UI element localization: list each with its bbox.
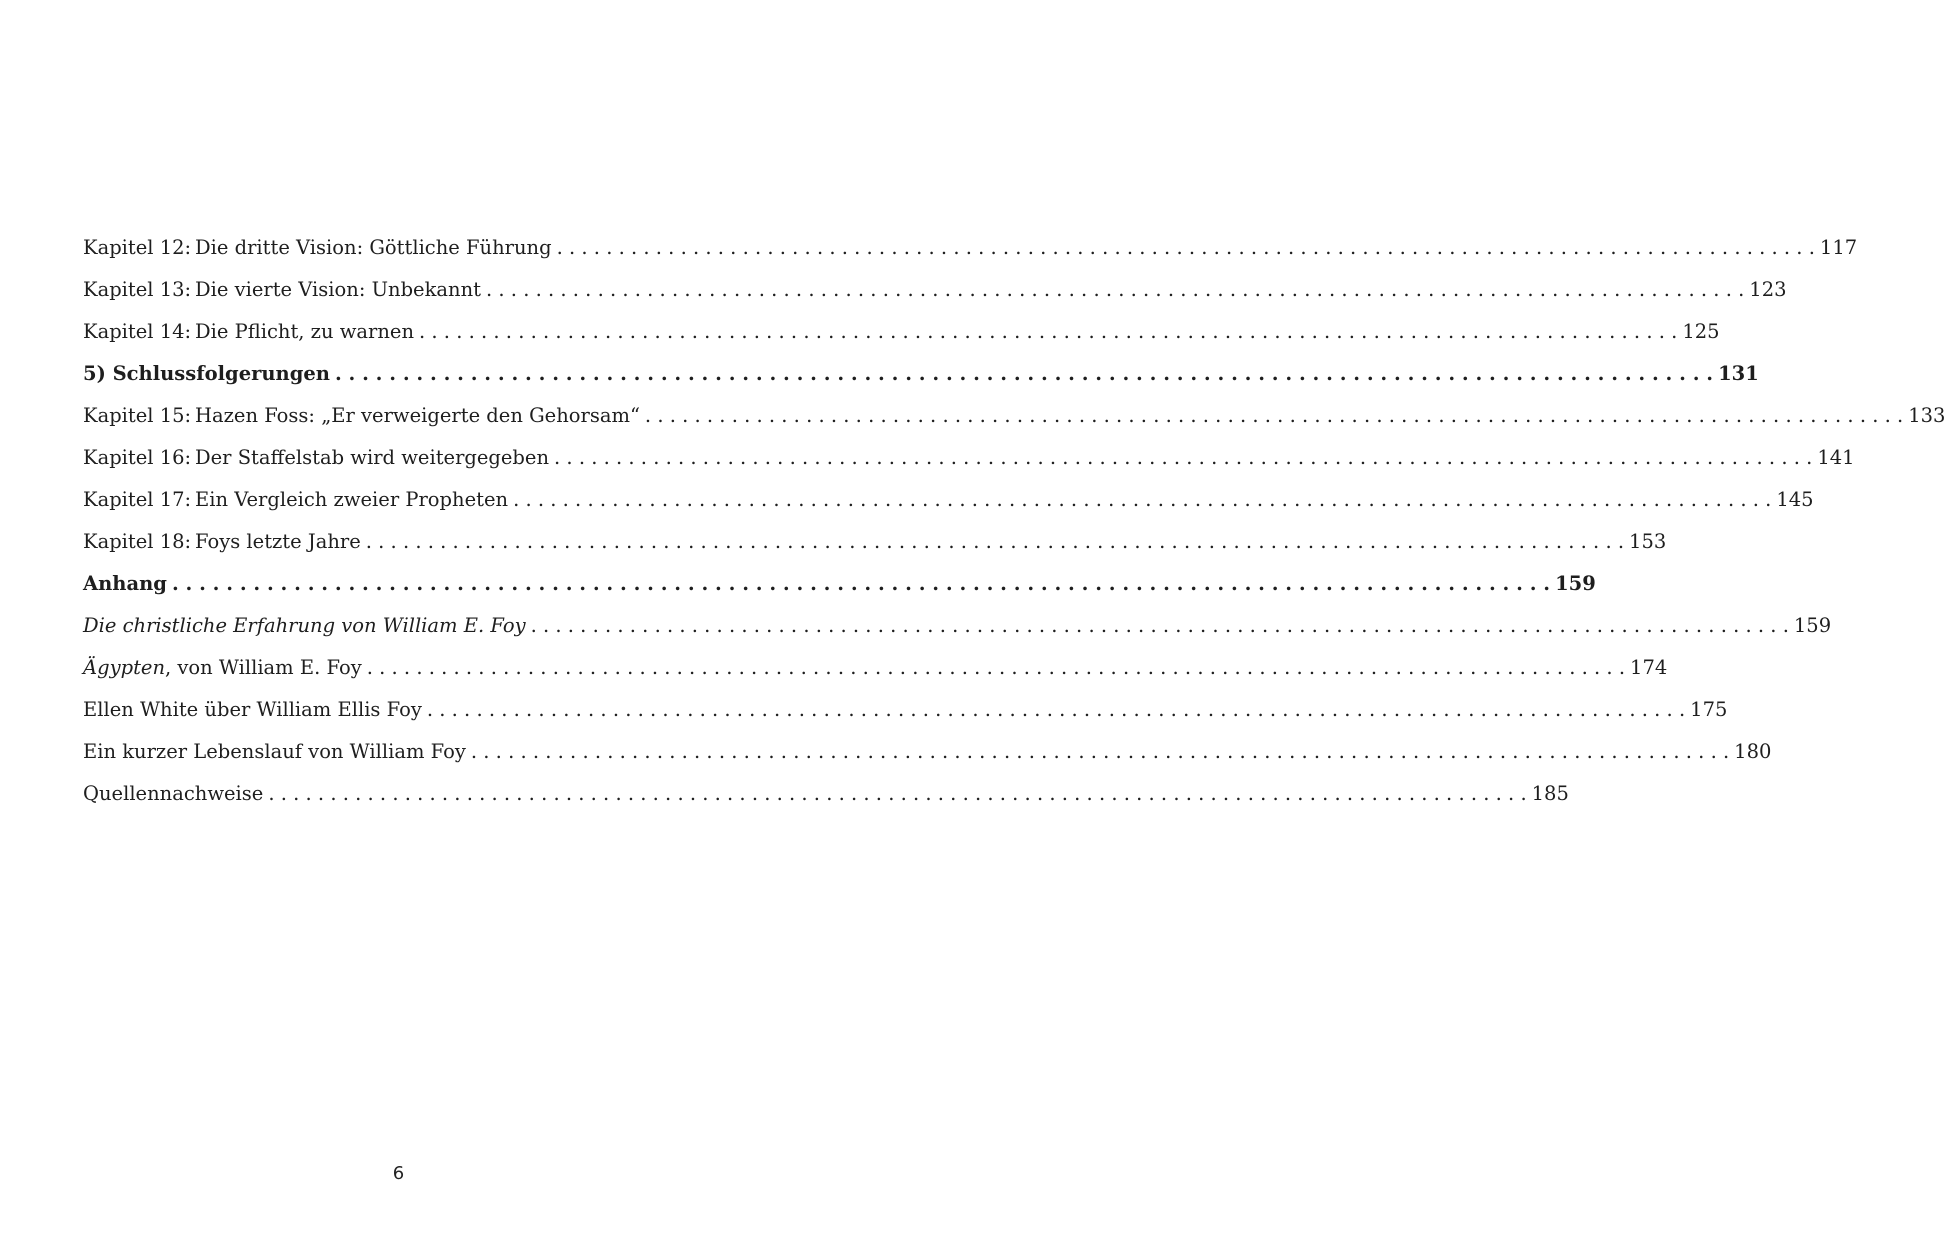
page-ref: 133 [1908,404,1945,427]
toc-entry-kapitel-16 [83,437,1855,479]
chapter-title: Die dritte Vision: Göttliche Führung [195,236,552,259]
page-ref: 185 [1531,782,1569,805]
dot-leader [419,311,1677,353]
chapter-number: Kapitel 14: [83,320,192,343]
entry-title-rest: , von William E. Foy [165,656,362,679]
dot-leader [268,773,1526,815]
toc-entry-kapitel-12 [83,227,1858,269]
dot-leader [427,689,1685,731]
dot-leader [486,269,1744,311]
dot-leader [471,731,1729,773]
entry-title: Die christliche Erfahrung von William E. Foy [83,614,526,637]
entry-title-italic: Ägypten [83,656,165,679]
section-title: 5) Schlussfolgerungen [83,362,330,385]
page-ref: 131 [1718,362,1759,385]
page-ref: 145 [1776,488,1814,511]
table-of-contents [83,227,1945,815]
toc-entry-kapitel-18 [83,521,1667,563]
toc-entry-kapitel-14 [83,311,1720,353]
toc-entry-aegypten [83,647,1668,689]
entry-title: Quellennachweise [83,782,264,805]
chapter-number: Kapitel 12: [83,236,192,259]
chapter-title: Ein Vergleich zweier Propheten [195,488,509,511]
toc-entry-ellen-white [83,689,1728,731]
page-ref: 117 [1819,236,1858,259]
toc-entry-christliche-erfahrung [83,605,1832,647]
dot-leader [367,647,1625,689]
dot-leader [335,353,1713,395]
page-ref: 123 [1749,278,1787,301]
chapter-title: Die vierte Vision: Unbekannt [195,278,481,301]
dot-leader [531,605,1789,647]
page-ref: 153 [1629,530,1667,553]
entry-title [83,647,367,689]
page-ref: 174 [1630,656,1668,679]
chapter-title: Die Pflicht, zu warnen [195,320,415,343]
page-number: 6 [392,1163,405,1184]
chapter-title: Hazen Foss: „Er verweigerte den Gehorsam“ [195,404,640,427]
dot-leader [172,563,1550,605]
entry-title: Ellen White über William Ellis Foy [83,698,422,721]
entry-title: Ein kurzer Lebenslauf von William Foy [83,740,466,763]
page-ref: 159 [1793,614,1832,637]
dot-leader [513,479,1771,521]
section-title: Anhang [83,572,167,595]
dot-leader [554,437,1812,479]
dot-leader [557,227,1815,269]
toc-section-anhang [83,563,1596,605]
page-ref: 141 [1817,446,1855,469]
chapter-number: Kapitel 15: [83,404,192,427]
toc-entry-lebenslauf [83,731,1772,773]
page-ref: 125 [1682,320,1720,343]
dot-leader [366,521,1624,563]
chapter-number: Kapitel 17: [83,488,192,511]
toc-section-schlussfolgerungen [83,353,1759,395]
toc-entry-kapitel-17 [83,479,1814,521]
chapter-title: Foys letzte Jahre [195,530,361,553]
page-ref: 175 [1690,698,1728,721]
page-ref: 180 [1734,740,1772,763]
dot-leader [645,395,1903,437]
page-ref: 159 [1555,572,1596,595]
toc-entry-kapitel-13 [83,269,1787,311]
chapter-number: Kapitel 16: [83,446,192,469]
chapter-number: Kapitel 13: [83,278,192,301]
chapter-title: Der Staffelstab wird weitergegeben [195,446,550,469]
toc-entry-kapitel-15 [83,395,1945,437]
toc-entry-quellennachweise [83,773,1569,815]
chapter-number: Kapitel 18: [83,530,192,553]
